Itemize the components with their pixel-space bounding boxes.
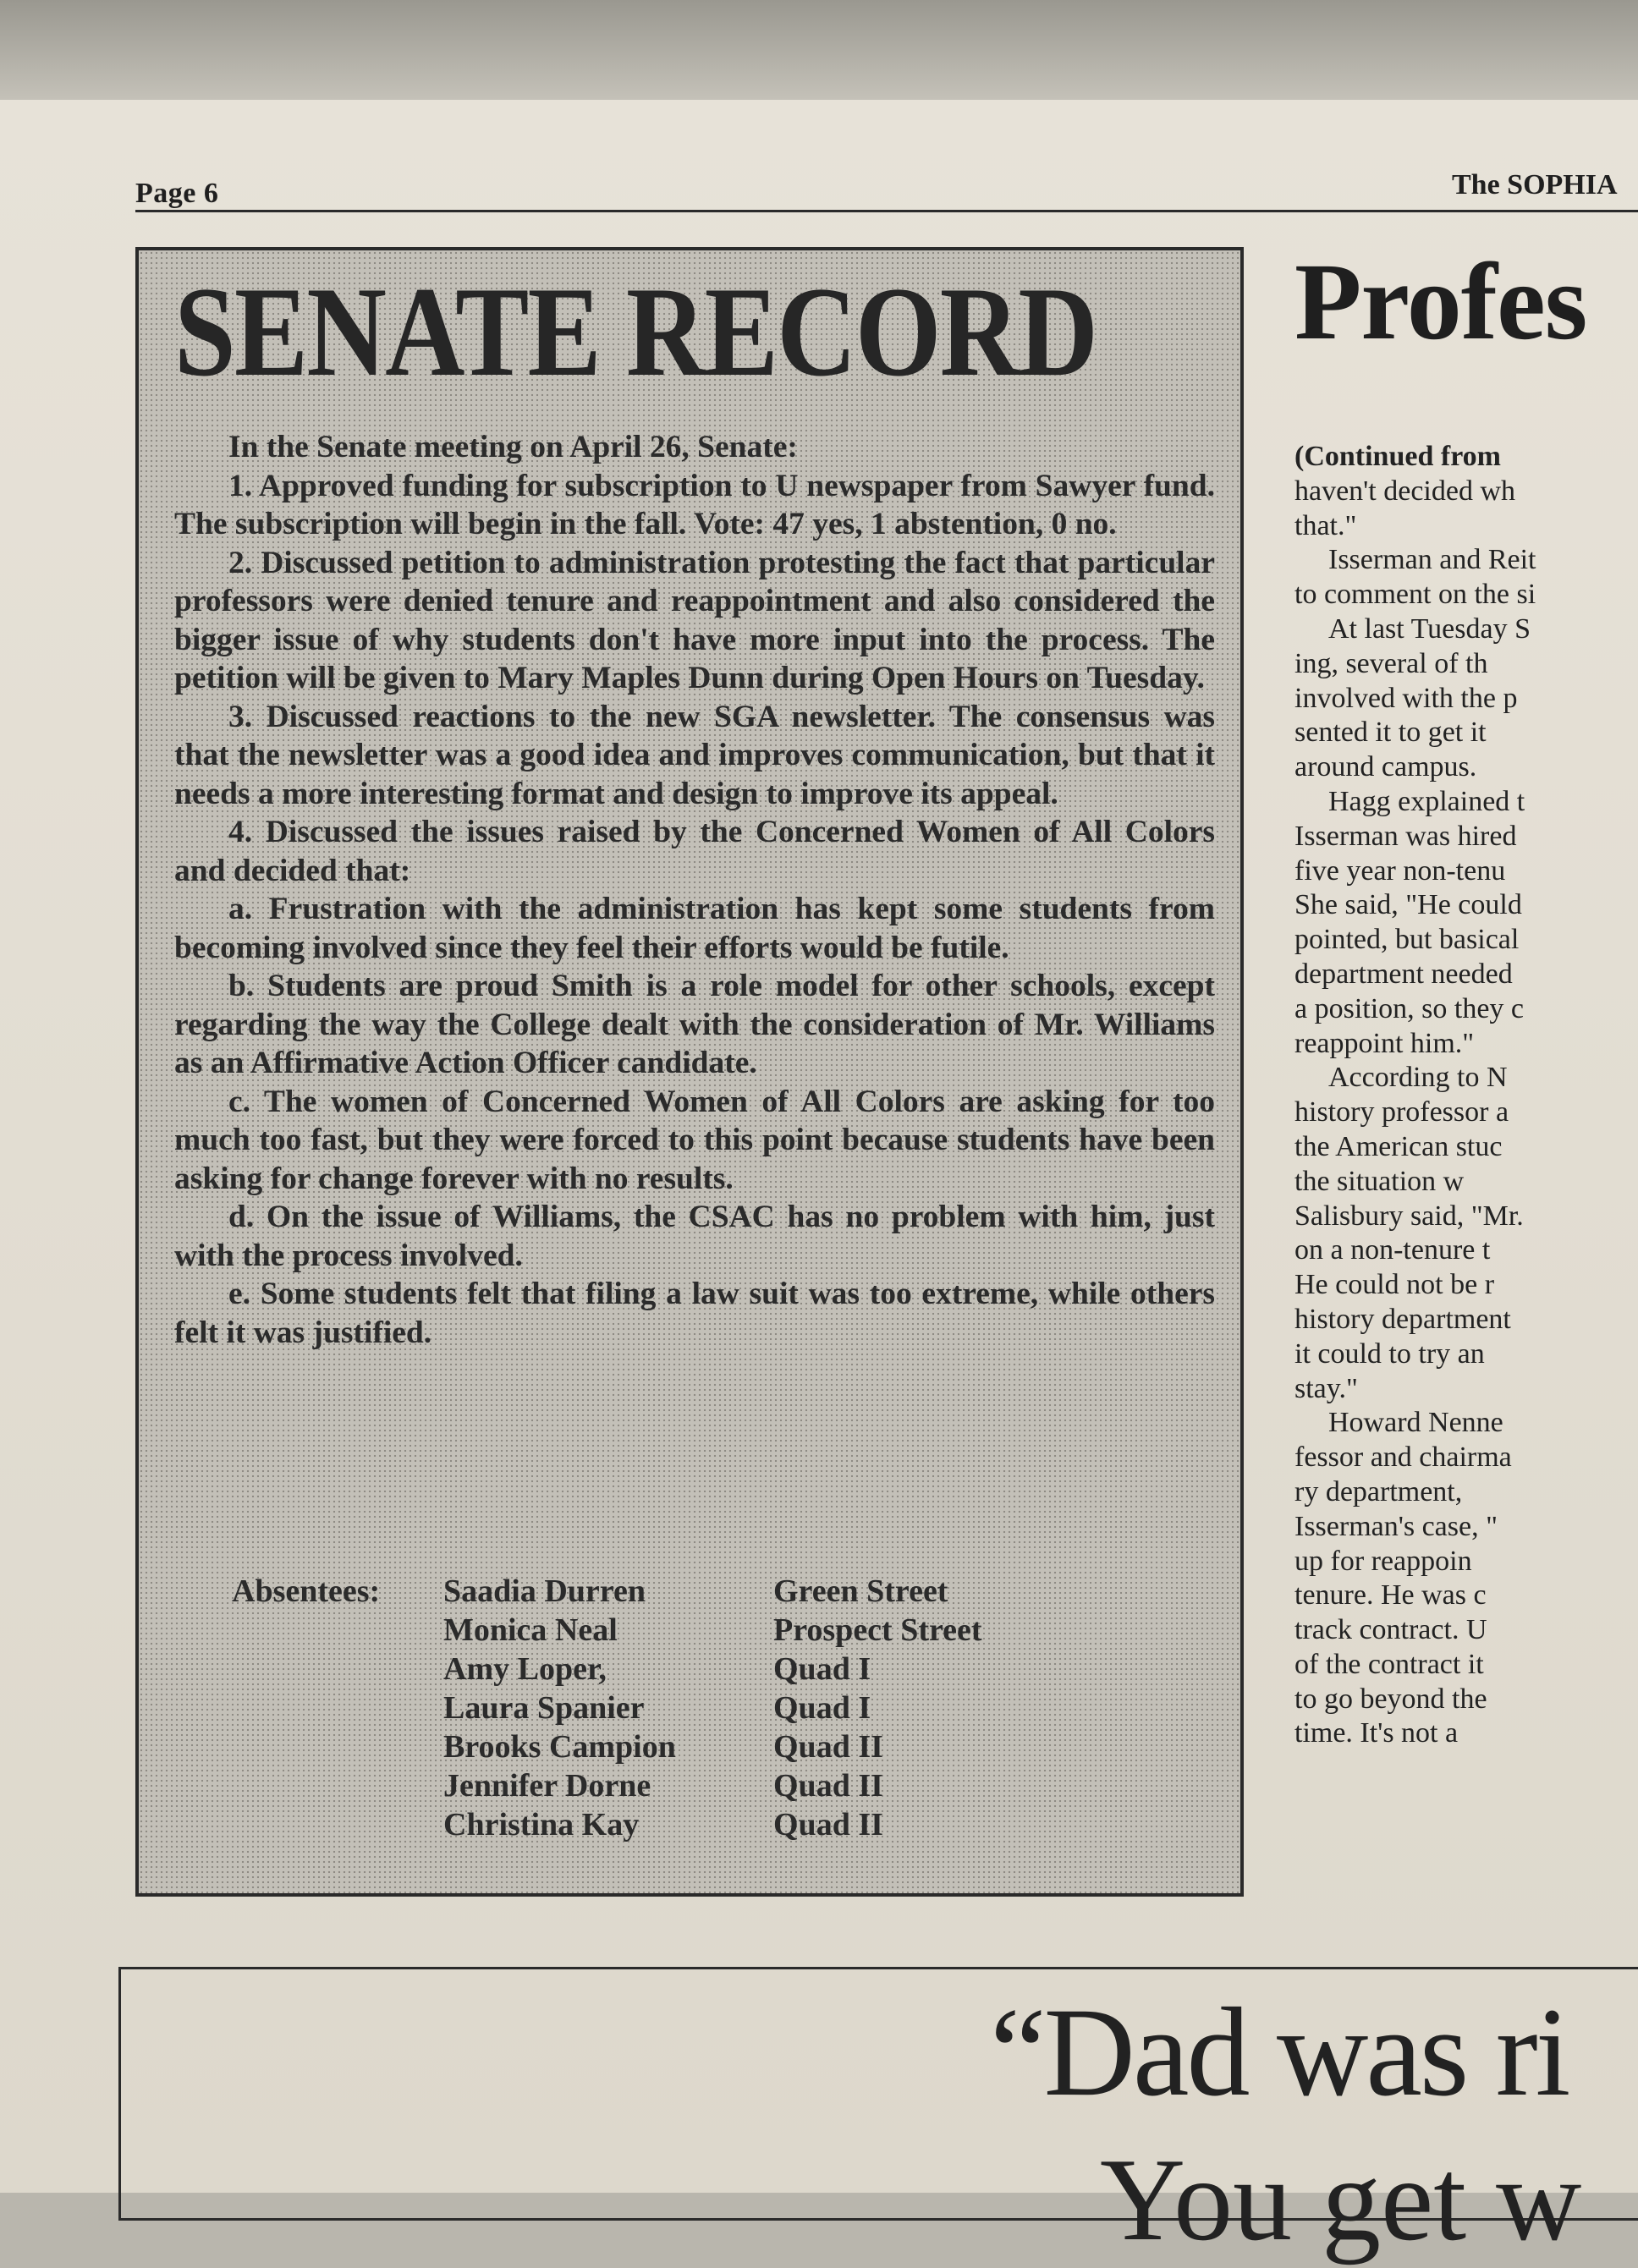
- article-line: haven't decided wh: [1294, 475, 1516, 507]
- senate-paragraph: 4. Discussed the issues raised by the Concerned Women of All Colors and decided that:: [174, 815, 1215, 888]
- article-line: Isserman and Reit: [1328, 544, 1536, 576]
- article-line: ry department,: [1294, 1475, 1463, 1507]
- senate-paragraph: 3. Discussed reactions to the new SGA newsletter. The consensus was that the newsletter was a good idea and improves communication, but that it needs a more interesting format and design to improve its appeal.: [174, 699, 1215, 811]
- professor-article: [1294, 247, 1638, 1888]
- article-line: She said, "He could: [1294, 889, 1522, 921]
- article-line: (Continued from: [1294, 441, 1501, 472]
- senate-record-body: [174, 428, 1215, 1352]
- absentee-house: Quad I: [773, 1690, 871, 1726]
- article-line: Howard Nenne: [1328, 1407, 1503, 1439]
- article-line: pointed, but basical: [1294, 924, 1520, 956]
- article-line: around campus.: [1294, 751, 1477, 783]
- absentee-house: Quad II: [773, 1729, 883, 1765]
- article-line: stay.": [1294, 1372, 1358, 1404]
- article-line: of the contract it: [1294, 1648, 1484, 1680]
- article-text: [1294, 440, 1638, 1751]
- article-line: At last Tuesday S: [1328, 612, 1531, 645]
- absentee-house: Quad I: [773, 1651, 871, 1687]
- article-line: that.": [1294, 509, 1357, 541]
- senate-paragraph: In the Senate meeting on April 26, Senate:: [228, 430, 798, 464]
- senate-record-title: SENATE RECORD: [174, 261, 1097, 403]
- absentee-name: Saadia Durren: [443, 1573, 646, 1609]
- article-line: up for reappoin: [1294, 1545, 1472, 1577]
- article-line: track contract. U: [1294, 1614, 1487, 1646]
- article-line: to go beyond the: [1294, 1683, 1487, 1715]
- article-line: Salisbury said, "Mr.: [1294, 1200, 1524, 1232]
- absentee-name: Christina Kay: [443, 1807, 640, 1842]
- absentee-house: Green Street: [773, 1573, 948, 1609]
- article-line: Isserman's case, ": [1294, 1510, 1498, 1542]
- article-line: involved with the p: [1294, 682, 1518, 714]
- absentee-names: [443, 1572, 676, 1844]
- absentee-name: Amy Loper,: [443, 1651, 607, 1687]
- absentee-name: Brooks Campion: [443, 1729, 676, 1765]
- senate-paragraph: d. On the issue of Williams, the CSAC has no problem with him, just with the process involved.: [174, 1200, 1215, 1273]
- senate-record-box: [135, 247, 1244, 1897]
- article-line: time. It's not a: [1294, 1717, 1459, 1749]
- absentee-name: Jennifer Dorne: [443, 1768, 651, 1804]
- article-headline: Profes: [1294, 247, 1587, 363]
- article-line: reappoint him.": [1294, 1027, 1475, 1059]
- senate-paragraph: 1. Approved funding for subscription to U newspaper from Sawyer fund. The subscription will begin in the fall. Vote: 47 yes, 1 abstention, 0 no.: [174, 468, 1215, 541]
- article-line: a position, so they c: [1294, 992, 1525, 1024]
- article-line: ing, several of th: [1294, 647, 1488, 679]
- article-line: sented it to get it: [1294, 717, 1487, 749]
- absentee-house: Prospect Street: [773, 1612, 982, 1648]
- article-line: Isserman was hired: [1294, 820, 1517, 852]
- article-line: According to N: [1328, 1062, 1508, 1094]
- absentee-name: Monica Neal: [443, 1612, 618, 1648]
- article-line: fessor and chairma: [1294, 1442, 1512, 1474]
- absentee-houses: [773, 1572, 982, 1844]
- page-number: Page 6: [135, 178, 219, 209]
- absentee-house: Quad II: [773, 1807, 883, 1842]
- article-line: the American stuc: [1294, 1130, 1503, 1162]
- ad-headline: “Dad was ri: [990, 1982, 1569, 2122]
- article-line: He could not be r: [1294, 1269, 1495, 1301]
- article-line: Hagg explained t: [1328, 785, 1525, 817]
- ad-subheadline: You get w: [1100, 2134, 1582, 2265]
- senate-paragraph: c. The women of Concerned Women of All Colors are asking for too much too fast, but they were forced to this point because students have been asking for change forever with no results.: [174, 1084, 1215, 1196]
- article-line: the situation w: [1294, 1165, 1465, 1197]
- article-line: tenure. He was c: [1294, 1579, 1487, 1612]
- absentee-name: Laura Spanier: [443, 1690, 645, 1726]
- paper-name: The SOPHIA: [1452, 169, 1618, 200]
- senate-paragraph: 2. Discussed petition to administration protesting the fact that particular professors were denied tenure and reappointment and also considered the bigger issue of why students don't have more input into the process. The petition will be given to Mary Maples Dunn during Open Hours on Tuesday.: [174, 545, 1215, 695]
- absentees-label: Absentees:: [232, 1573, 381, 1609]
- absentee-house: Quad II: [773, 1768, 883, 1804]
- article-line: department needed: [1294, 958, 1513, 990]
- article-line: history department: [1294, 1303, 1511, 1335]
- header-rule: [135, 210, 1638, 212]
- senate-paragraph: b. Students are proud Smith is a role model for other schools, except regarding the way the College dealt with the consideration of Mr. Williams as an Affirmative Action Officer candidate.: [174, 969, 1215, 1080]
- background-surface: [0, 0, 1638, 100]
- article-line: to comment on the si: [1294, 579, 1536, 611]
- senate-paragraph: e. Some students felt that filing a law suit was too extreme, while others felt it was justified.: [174, 1277, 1215, 1350]
- article-line: it could to try an: [1294, 1337, 1485, 1370]
- article-line: history professor a: [1294, 1096, 1509, 1129]
- senate-paragraph: a. Frustration with the administration has kept some students from becoming involved since they feel their efforts would be futile.: [174, 892, 1215, 965]
- article-line: on a non-tenure t: [1294, 1234, 1491, 1266]
- article-line: five year non-tenu: [1294, 854, 1506, 887]
